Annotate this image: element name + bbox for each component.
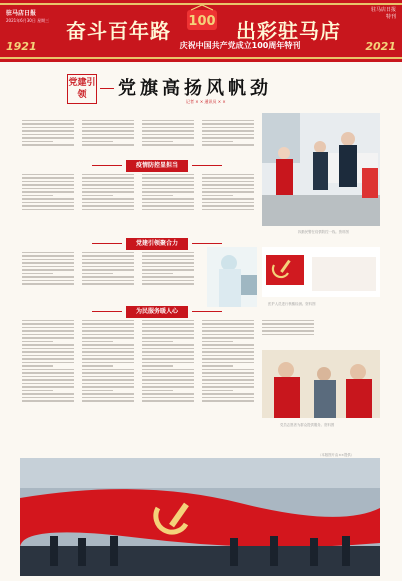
article-byline: 记者 × × 通讯员 × × <box>186 99 226 104</box>
tag-divider <box>100 88 114 89</box>
text-line <box>142 334 194 336</box>
text-line <box>142 372 194 374</box>
text-line <box>82 195 113 197</box>
text-line <box>202 341 233 343</box>
text-line <box>22 369 74 371</box>
text-line <box>142 269 194 271</box>
text-line <box>82 320 134 322</box>
text-line <box>82 344 134 346</box>
text-line <box>82 209 134 211</box>
text-line <box>142 273 173 275</box>
text-line <box>202 130 254 132</box>
text-line <box>202 330 254 332</box>
text-column-14 <box>142 318 194 448</box>
text-line <box>82 327 134 329</box>
text-line <box>82 144 134 146</box>
text-line <box>142 195 173 197</box>
text-line <box>82 355 134 357</box>
text-line <box>22 262 74 264</box>
text-line <box>202 137 254 139</box>
text-line <box>202 141 233 143</box>
text-line <box>202 144 254 146</box>
text-line <box>22 273 53 275</box>
text-line <box>202 337 254 339</box>
text-line <box>202 209 254 211</box>
svg-text:100: 100 <box>188 14 216 29</box>
text-line <box>202 184 254 186</box>
text-column-13 <box>82 318 134 448</box>
text-line <box>82 369 134 371</box>
text-line <box>82 358 134 360</box>
text-line <box>142 358 194 360</box>
year-left: 1921 <box>6 40 37 53</box>
text-column-9 <box>22 250 74 305</box>
text-line <box>142 130 194 132</box>
text-line <box>82 198 134 200</box>
section-heading-party-building: 党建引领聚合力 <box>126 238 188 250</box>
text-line <box>202 205 254 207</box>
text-line <box>82 174 134 176</box>
text-line <box>82 255 134 257</box>
text-column-4 <box>202 118 254 162</box>
text-column-15 <box>202 318 254 448</box>
text-line <box>22 141 53 143</box>
text-line <box>82 372 134 374</box>
text-line <box>202 191 254 193</box>
text-line <box>82 188 134 190</box>
text-line <box>142 376 194 378</box>
text-line <box>22 365 53 367</box>
text-line <box>82 337 134 339</box>
text-line <box>142 386 194 388</box>
text-line <box>82 393 134 395</box>
text-line <box>142 369 194 371</box>
text-line <box>22 209 74 211</box>
text-line <box>142 351 194 353</box>
text-line <box>142 383 194 385</box>
text-line <box>142 262 194 264</box>
text-line <box>22 184 74 186</box>
text-line <box>82 130 134 132</box>
text-line <box>202 379 254 381</box>
text-line <box>142 355 194 357</box>
text-line <box>22 191 74 193</box>
text-line <box>82 323 134 325</box>
text-line <box>22 283 74 285</box>
text-line <box>202 174 254 176</box>
photo-medical-worker <box>207 247 257 307</box>
text-line <box>142 341 173 343</box>
text-line <box>82 273 113 275</box>
text-line <box>82 181 134 183</box>
text-line <box>202 134 254 136</box>
text-line <box>22 351 74 353</box>
text-line <box>22 376 74 378</box>
text-line <box>142 188 194 190</box>
text-line <box>142 259 194 261</box>
text-line <box>22 198 74 200</box>
text-line <box>22 362 74 364</box>
text-column-12 <box>22 318 74 448</box>
text-column-10 <box>82 250 134 305</box>
text-line <box>22 400 74 402</box>
text-line <box>22 320 74 322</box>
text-line <box>82 184 134 186</box>
text-line <box>202 202 254 204</box>
text-line <box>202 362 254 364</box>
masthead-slogan: 庆祝中国共产党成立100周年特刊 <box>179 41 301 50</box>
text-line <box>142 390 173 392</box>
text-line <box>202 195 233 197</box>
text-line <box>142 344 194 346</box>
text-line <box>142 337 194 339</box>
text-line <box>22 334 74 336</box>
photo-police-checkpoint <box>262 113 380 226</box>
text-line <box>142 379 194 381</box>
text-line <box>202 334 254 336</box>
right-logo-line2: 特刊 <box>385 14 396 20</box>
text-line <box>142 323 194 325</box>
caption-police: 执勤民警在疫情防控一线。资料图 <box>298 230 349 234</box>
text-line <box>202 320 254 322</box>
text-line <box>202 355 254 357</box>
right-logo <box>371 7 396 21</box>
volunteer-scene-illustration <box>262 350 380 418</box>
section-heading-service: 为民服务暖人心 <box>126 306 188 318</box>
text-line <box>22 344 74 346</box>
text-column-2 <box>82 118 134 162</box>
text-line <box>22 348 74 350</box>
text-line <box>82 127 134 129</box>
text-line <box>22 252 74 254</box>
text-line <box>22 323 74 325</box>
medical-scene-illustration <box>207 247 257 307</box>
text-line <box>142 198 194 200</box>
text-line <box>202 372 254 374</box>
text-line <box>82 266 134 268</box>
text-line <box>142 320 194 322</box>
text-line <box>142 127 194 129</box>
text-line <box>22 137 74 139</box>
text-line <box>142 174 194 176</box>
text-line <box>82 390 113 392</box>
text-line <box>82 205 134 207</box>
text-line <box>142 120 194 122</box>
text-line <box>22 174 74 176</box>
text-line <box>82 123 134 125</box>
text-column-5 <box>22 172 74 236</box>
caption-credit: （本版图片由××提供） <box>318 453 355 457</box>
text-line <box>142 202 194 204</box>
text-line <box>262 320 314 322</box>
text-line <box>22 134 74 136</box>
text-line <box>202 188 254 190</box>
text-line <box>22 276 74 278</box>
text-line <box>22 195 53 197</box>
text-line <box>22 393 74 395</box>
text-line <box>22 337 74 339</box>
text-column-1 <box>22 118 74 162</box>
photo-volunteers <box>262 350 380 418</box>
text-line <box>82 276 134 278</box>
year-right: 2021 <box>365 40 396 53</box>
text-line <box>22 120 74 122</box>
text-line <box>22 266 74 268</box>
text-line <box>202 351 254 353</box>
text-line <box>82 191 134 193</box>
text-line <box>202 123 254 125</box>
text-line <box>22 341 53 343</box>
text-line <box>82 137 134 139</box>
flag-ceremony-illustration <box>20 458 380 576</box>
text-line <box>142 255 194 257</box>
text-line <box>202 365 233 367</box>
text-column-6 <box>82 172 134 236</box>
text-line <box>82 134 134 136</box>
text-line <box>22 205 74 207</box>
text-line <box>202 120 254 122</box>
text-line <box>82 362 134 364</box>
text-line <box>22 390 53 392</box>
text-column-11 <box>142 250 194 305</box>
masthead-banner <box>0 0 402 62</box>
text-line <box>142 209 194 211</box>
text-line <box>82 120 134 122</box>
text-column-3 <box>142 118 194 162</box>
text-column-7 <box>142 172 194 236</box>
photo-party-flag <box>262 247 380 297</box>
text-line <box>82 379 134 381</box>
text-line <box>142 393 194 395</box>
text-line <box>22 127 74 129</box>
text-line <box>22 397 74 399</box>
text-line <box>202 344 254 346</box>
text-line <box>82 400 134 402</box>
centenary-badge-icon <box>183 4 221 34</box>
paper-logo: 驻马店日报 <box>6 10 37 17</box>
text-line <box>142 177 194 179</box>
text-line <box>142 362 194 364</box>
text-line <box>202 400 254 402</box>
text-line <box>262 323 314 325</box>
text-line <box>22 379 74 381</box>
text-line <box>82 259 134 261</box>
text-line <box>142 348 194 350</box>
text-line <box>202 198 254 200</box>
text-line <box>82 283 134 285</box>
photo-large-party-flag <box>20 458 380 576</box>
gold-stripe-bottom <box>0 57 402 59</box>
text-line <box>142 365 173 367</box>
text-line <box>202 348 254 350</box>
section-heading-epidemic: 疫情防控显担当 <box>126 160 188 172</box>
text-line <box>202 181 254 183</box>
text-line <box>82 383 134 385</box>
text-line <box>142 327 194 329</box>
text-line <box>22 372 74 374</box>
text-line <box>142 276 194 278</box>
text-column-16 <box>262 318 314 348</box>
text-line <box>82 330 134 332</box>
text-line <box>202 127 254 129</box>
text-line <box>202 397 254 399</box>
text-line <box>142 144 194 146</box>
text-line <box>22 177 74 179</box>
text-line <box>82 365 113 367</box>
text-line <box>142 181 194 183</box>
text-line <box>22 144 74 146</box>
text-line <box>82 177 134 179</box>
text-line <box>142 137 194 139</box>
text-line <box>82 269 134 271</box>
party-building-tag: 党建引领 <box>67 74 97 104</box>
text-line <box>22 383 74 385</box>
text-line <box>22 358 74 360</box>
text-line <box>22 202 74 204</box>
text-line <box>142 184 194 186</box>
text-line <box>202 376 254 378</box>
text-line <box>22 255 74 257</box>
text-line <box>142 280 194 282</box>
text-line <box>202 383 254 385</box>
text-line <box>262 330 314 332</box>
text-line <box>142 283 194 285</box>
masthead-title-right: 出彩驻马店 <box>236 19 341 43</box>
text-line <box>142 266 194 268</box>
text-line <box>202 393 254 395</box>
text-line <box>142 134 194 136</box>
right-logo-line1: 驻马店日报 <box>370 7 396 13</box>
text-line <box>22 259 74 261</box>
caption-volunteers: 党员志愿者为群众提供服务。资料图 <box>280 423 335 427</box>
text-line <box>82 376 134 378</box>
text-line <box>22 188 74 190</box>
text-line <box>142 252 194 254</box>
text-line <box>202 177 254 179</box>
police-scene-illustration <box>262 113 380 226</box>
text-line <box>22 280 74 282</box>
text-line <box>82 202 134 204</box>
text-line <box>202 390 233 392</box>
text-line <box>82 141 113 143</box>
text-line <box>142 123 194 125</box>
text-line <box>262 327 314 329</box>
caption-medical: 医护人员进行核酸检测。资料图 <box>268 302 316 306</box>
text-line <box>262 334 314 336</box>
text-line <box>142 191 194 193</box>
text-line <box>22 123 74 125</box>
text-line <box>82 280 134 282</box>
text-line <box>22 269 74 271</box>
text-line <box>82 262 134 264</box>
paper-date: 2021年6月30日 星期三 <box>6 18 50 23</box>
text-line <box>82 386 134 388</box>
text-line <box>22 355 74 357</box>
text-line <box>82 341 113 343</box>
text-line <box>22 327 74 329</box>
text-line <box>82 348 134 350</box>
text-line <box>82 334 134 336</box>
text-column-8 <box>202 172 254 236</box>
text-line <box>142 397 194 399</box>
text-line <box>202 386 254 388</box>
text-line <box>202 358 254 360</box>
text-line <box>82 397 134 399</box>
text-line <box>22 130 74 132</box>
text-line <box>202 369 254 371</box>
text-line <box>142 330 194 332</box>
text-line <box>82 252 134 254</box>
text-line <box>202 323 254 325</box>
masthead-title-left: 奋斗百年路 <box>66 19 171 43</box>
text-line <box>202 327 254 329</box>
article-headline: 党旗高扬风帆劲 <box>118 78 272 99</box>
text-line <box>142 400 194 402</box>
text-line <box>142 141 173 143</box>
text-line <box>22 181 74 183</box>
text-line <box>22 386 74 388</box>
text-line <box>22 330 74 332</box>
text-line <box>82 351 134 353</box>
party-flag-illustration <box>262 247 380 297</box>
text-line <box>142 205 194 207</box>
